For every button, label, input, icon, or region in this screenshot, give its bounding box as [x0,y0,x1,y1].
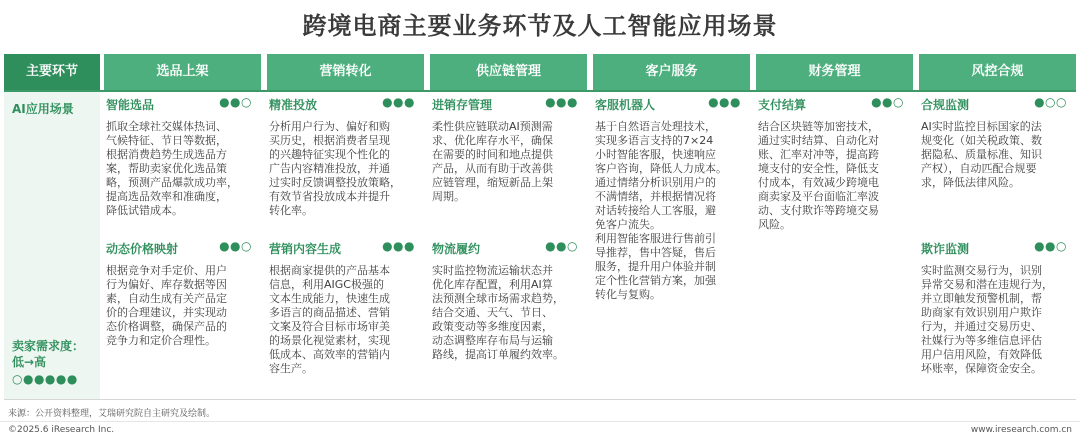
section-body: 基于自然语言处理技术， 实现多语言支持的7×24 小时智能客服，快速响应 客户咨询，降低人力成本。 通过情绪分析识别用户的 不满情绪，并根据情况将 对话转接给人工客服，避 免客户流失。 利用智能客服进行售前引 导推荐，售中答疑，售后 服务，提升用户体验并制 定个性化营销方案，加强 转化与复购。 [595,120,727,301]
section-fraud-monitor [921,236,1067,376]
column-product-selection [106,92,252,399]
section-title: 营销内容生成 [269,242,342,256]
header-main-links: 主要环节 [4,54,100,90]
section-body: 实时监控物流运输状态并 优化库存配置，利用AI算 法预测全球市场需求趋势， 结合交通、天气、节日、 政策变动等多维度因素， 动态调整库存布局与运输 路线，提高订单履约效率。 [432,264,564,361]
demand-dots: ●●○ [219,95,252,109]
section-title: 动态价格映射 [106,242,179,256]
section-title: 进销存管理 [432,98,493,112]
left-label-column [4,92,100,399]
section-body: AI实时监控目标国家的法 规变化（如关税政策、数 据隐私、质量标准、知识 产权），自动匹配合规要 求，降低法律风险。 [921,120,1042,189]
copyright: ©2025.6 iResearch Inc. [8,425,115,435]
page-title: 跨境电商主要业务环节及人工智能应用场景 [302,12,778,40]
section-title: 支付结算 [758,98,807,112]
demand-scale-dots: ○●●●●● [12,372,78,386]
section-body: 根据竞争对手定价、用户 行为偏好、库存数据等因 素，自动生成有关产品定 价的合理建议，并实现动 态价格调整，确保产品的 竞争力和定价合理性。 [106,264,227,347]
column-customer-service [595,92,741,399]
column-supply-chain [432,92,578,399]
header-col-2: 营销转化 [267,54,424,90]
demand-dots: ●●○ [1034,239,1067,253]
section-payment-settlement [758,92,904,232]
section-body: 结合区块链等加密技术， 通过实时结算、自动化对 账、汇率对冲等，提高跨 境支付的安全性，降低支 付成本，有效减少跨境电 商卖家及平台面临汇率波 动、支付欺诈等跨境交易 风险。 [758,120,879,231]
demand-dots: ●●○ [545,239,578,253]
source-note: 来源：公开资料整理，艾瑞研究院自主研究及绘制。 [8,409,216,419]
section-title: 客服机器人 [595,98,656,112]
section-title: 智能选品 [106,98,155,112]
section-body: 分析用户行为、偏好和购 买历史，根据消费者呈现 的兴趣特征实现个性化的 广告内容精准投放，并通 过实时反馈调整投放策略， 有效节省投放成本并提升 转化率。 [269,120,401,217]
column-marketing [269,92,415,399]
demand-dots: ●●○ [219,239,252,253]
section-title: 欺诈监测 [921,242,970,256]
section-precise-ads [269,92,415,218]
demand-dots: ●●● [545,95,578,109]
section-compliance-monitor [921,92,1067,190]
demand-dots: ●●○ [871,95,904,109]
header-col-5: 财务管理 [756,54,913,90]
seller-demand-legend: 卖家需求度： 低→高 [12,339,85,369]
row-label-ai-scenarios: AI应用场景 [12,102,74,116]
section-logistics [432,236,578,362]
column-risk-compliance [921,92,1067,399]
header-col-4: 客户服务 [593,54,750,90]
demand-dots: ●●● [708,95,741,109]
header-col-3: 供应链管理 [430,54,587,90]
section-service-bot [595,92,741,302]
website-link: www.iresearch.com.cn [970,425,1072,435]
section-dynamic-pricing [106,236,252,348]
section-inventory [432,92,578,204]
section-body: 抓取全球社交媒体热词、 气候特征、节日等数据， 根据消费趋势生成选品方 案，帮助卖家优化选品策 略，预测产品爆款成功率， 提高选品效率和准确度， 降低试错成本。 [106,120,238,217]
header-col-6: 风控合规 [919,54,1076,90]
section-title: 精准投放 [269,98,318,112]
section-body: 柔性供应链联动AI预测需 求、优化库存水平，确保 在需要的时间和地点提供 产品，从而有助于改善供 应链管理，缩短新品上架 周期。 [432,120,553,203]
footer-divider [0,421,1080,422]
demand-dots: ●○○ [1034,95,1067,109]
section-smart-selection [106,92,252,218]
bottom-divider [4,399,1076,400]
section-title: 合规监测 [921,98,970,112]
demand-dots: ●●● [382,95,415,109]
section-content-generation [269,236,415,376]
header-col-1: 选品上架 [104,54,261,90]
column-finance [758,92,904,399]
section-body: 根据商家提供的产品基本 信息，利用AIGC极强的 文本生成能力，快速生成 多语言的商品描述、营销 文案及符合目标市场审美 的场景化视觉素材，实现 低成本、高效率的营销内 容生产。 [269,264,390,375]
section-title: 物流履约 [432,242,481,256]
section-body: 实时监测交易行为，识别 异常交易和潜在违规行为， 并立即触发预警机制，帮 助商家有效识别用户欺诈 行为，并通过交易历史、 社媒行为等多维信息评估 用户信用风险，有效降低 坏账率，保障资金安全。 [921,264,1053,375]
demand-dots: ●●● [382,239,415,253]
